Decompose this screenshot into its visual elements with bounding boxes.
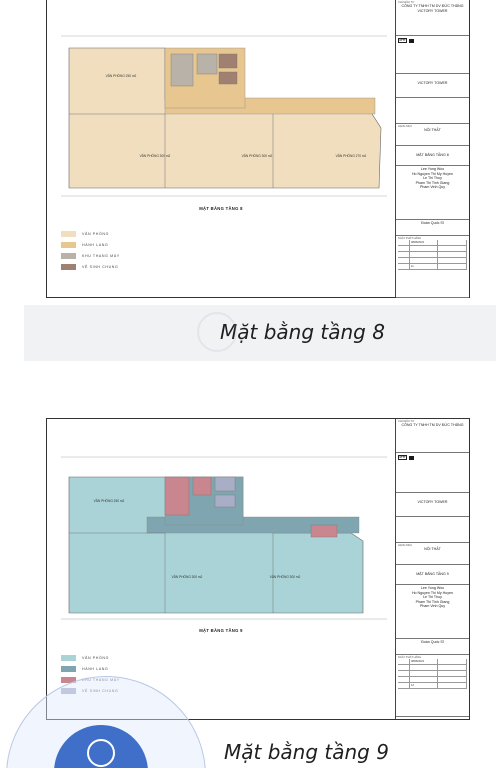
legend-item-corridor	[61, 239, 120, 250]
tb-checker-name: Đoàn Quốc Sĩ	[421, 221, 444, 225]
tb-designer-logo	[396, 453, 469, 493]
tb-designer: Le Thi Thuy	[423, 595, 442, 600]
legend-label: VĂN PHÒNG	[82, 231, 109, 236]
tb-revision-grid	[398, 659, 467, 689]
tb-rev-cell	[438, 683, 467, 689]
tb-sheet-no: 12	[410, 683, 438, 689]
legend-label: VỆ SINH CHUNG	[82, 688, 119, 693]
tb-designer: Pham Vinh Quy	[419, 185, 446, 190]
legend-swatch	[61, 231, 76, 237]
tb-project-row	[396, 493, 469, 517]
tb-category-label: HẠNG MỤC	[398, 544, 413, 547]
tb-issue-label: NGÀY PHÁT HÀNH	[398, 237, 421, 240]
tb-drawing	[396, 565, 469, 585]
tb-project-row	[396, 74, 469, 98]
elevator-area	[171, 54, 193, 86]
legend-item-corridor	[61, 663, 120, 674]
tb-checker	[396, 639, 469, 655]
wc-area	[219, 54, 237, 68]
tb-issue	[396, 236, 469, 298]
tb-rev-cell	[398, 683, 410, 689]
tb-client	[396, 419, 469, 453]
tb-drawing	[396, 146, 469, 166]
floor-plan-sheet-9[interactable]	[46, 418, 470, 720]
tb-designer: Le Thi Thuy	[423, 176, 442, 181]
tb-rev-cell	[438, 264, 467, 270]
tb-client	[396, 0, 469, 36]
tb-category-label: HẠNG MỤC	[398, 125, 413, 128]
tb-designers	[396, 585, 469, 639]
tb-designer: Pham Vinh Quy	[419, 604, 446, 609]
title-block	[395, 0, 469, 297]
plan-title: MẶT BẰNG TẦNG 9	[199, 628, 243, 633]
tb-project: VICTORY TOWER	[417, 8, 448, 13]
room-label: VĂN PHÒNG 250 m2	[93, 499, 125, 503]
elevator-area-3	[311, 525, 337, 537]
legend-label: VĂN PHÒNG	[82, 655, 109, 660]
legend-label: KHU THANG MÁY	[82, 253, 120, 258]
tb-blank	[396, 98, 469, 124]
legend-label: HÀNH LANG	[82, 666, 109, 671]
tb-category-value: NỘI THẤT	[424, 547, 441, 552]
tb-client-name: CÔNG TY TNHH TM DV ĐỨC THẮNG	[401, 423, 464, 428]
tb-client-name: CÔNG TY TNHH TM DV ĐỨC THẮNG	[401, 4, 464, 9]
tb-designer: Pham Thi Tinh Giang	[415, 180, 450, 185]
tb-designer: Pham Thi Tinh Giang	[415, 599, 450, 604]
tb-designer: Ho Nguyen Thi My Huyen	[411, 171, 454, 176]
tb-designer: Lee Yong Woo	[420, 586, 445, 590]
tb-category-value: NỘI THẤT	[424, 128, 441, 133]
tb-client-label: CHỦ ĐẦU TƯ	[398, 1, 415, 4]
slide-caption: Mặt bằng tầng 9	[224, 740, 389, 764]
wc-area	[215, 477, 235, 491]
tb-category	[396, 124, 469, 146]
elevator-area-2	[193, 477, 211, 495]
logo-wordmark-icon	[409, 39, 414, 43]
legend-label: HÀNH LANG	[82, 242, 109, 247]
legend-swatch	[61, 242, 76, 248]
tb-blank	[396, 517, 469, 543]
tb-drawing-name: MẶT BẰNG TẦNG 8	[416, 153, 449, 157]
tb-sheet-no: 11	[410, 264, 438, 270]
legend-item-office	[61, 228, 120, 239]
tb-checker	[396, 220, 469, 236]
tb-designer: Lee Yong Woo	[420, 167, 445, 171]
tb-rev-date: 08/08/2023	[410, 659, 438, 665]
floor-plan-drawing	[47, 0, 395, 297]
room-label: VĂN PHÒNG 300 m2	[171, 575, 203, 579]
tb-client-label: CHỦ ĐẦU TƯ	[398, 420, 415, 423]
elevator-area-2	[197, 54, 217, 74]
tb-project-name: VICTORY TOWER	[417, 81, 448, 85]
tb-category	[396, 543, 469, 565]
tb-project-name: VICTORY TOWER	[417, 500, 448, 504]
watermark-icon	[197, 312, 237, 352]
company-logo	[398, 455, 467, 460]
legend-label: KHU THANG MÁY	[82, 677, 120, 682]
legend-swatch	[61, 655, 76, 661]
wc-area-2	[215, 495, 235, 507]
message-icon	[87, 739, 115, 767]
tb-revision-grid	[398, 240, 467, 270]
logo-mark-icon: CTTT	[399, 39, 406, 42]
elevator-area	[165, 477, 189, 515]
tb-designers	[396, 166, 469, 220]
wc-area-2	[219, 72, 237, 84]
tb-rev-cell	[398, 264, 410, 270]
room-label: VĂN PHÒNG 300 m2	[241, 154, 273, 158]
room-label: VĂN PHÒNG 250 m2	[105, 74, 137, 78]
tb-checker-name: Đoàn Quốc Sĩ	[421, 640, 444, 644]
tb-designer-logo	[396, 36, 469, 74]
tb-drawing-name: MẶT BẰNG TẦNG 9	[416, 572, 449, 576]
room-label: VĂN PHÒNG 300 m2	[139, 154, 171, 158]
company-logo	[398, 38, 467, 43]
tb-issue-label: NGÀY PHÁT HÀNH	[398, 656, 421, 659]
legend-swatch	[61, 264, 76, 270]
tb-designer: Ho Nguyen Thi My Huyen	[411, 590, 454, 595]
legend-item-wc	[61, 261, 120, 272]
title-block	[395, 419, 469, 719]
legend-swatch	[61, 253, 76, 259]
legend-item-elevator	[61, 250, 120, 261]
legend-item-office	[61, 652, 120, 663]
legend-label: VỆ SINH CHUNG	[82, 264, 119, 269]
floor-plan-sheet-8[interactable]	[46, 0, 470, 298]
legend-swatch	[61, 666, 76, 672]
plan-title: MẶT BẰNG TẦNG 8	[199, 206, 243, 211]
tb-issue	[396, 655, 469, 717]
legend	[61, 228, 120, 272]
tb-rev-date: 08/08/2023	[410, 240, 438, 246]
slide-caption: Mặt bằng tầng 8	[220, 320, 385, 344]
room-label: VĂN PHÒNG 300 m2	[269, 575, 301, 579]
room-label: VĂN PHÒNG 270 m2	[335, 154, 367, 158]
caption-band	[24, 305, 496, 361]
floor-plan-drawing	[47, 419, 395, 719]
logo-wordmark-icon	[409, 456, 414, 460]
logo-mark-icon: CTTT	[399, 456, 406, 459]
